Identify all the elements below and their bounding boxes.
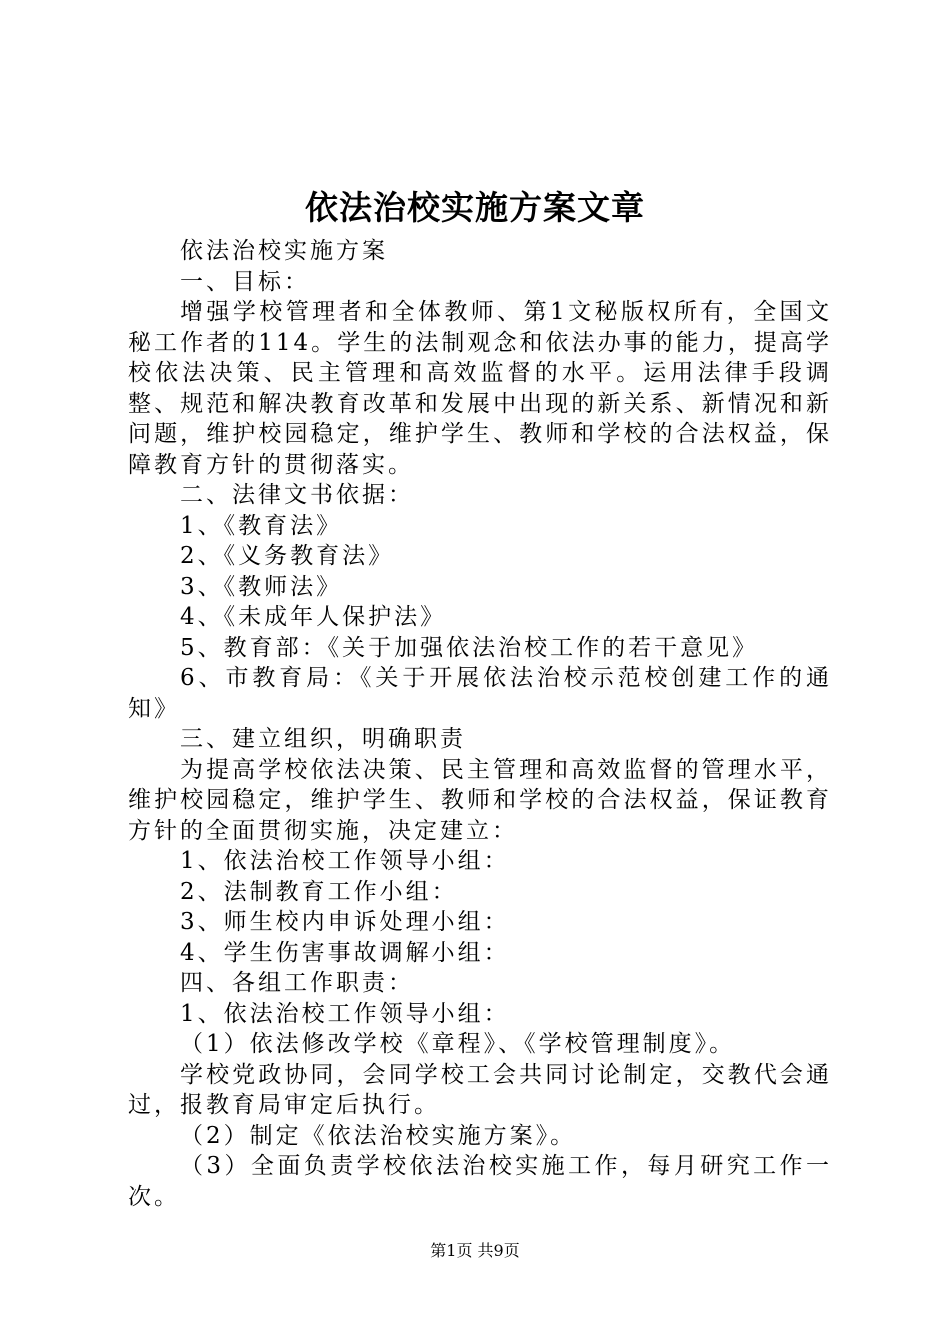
paragraph: 学校党政协同，会同学校工会共同讨论制定，交教代会通过，报教育局审定后执行。 — [128, 1061, 832, 1118]
paragraph: 3、师生校内申诉处理小组： — [180, 909, 510, 935]
paragraph: （1）依法修改学校《章程》、《学校管理制度》。 — [180, 1031, 736, 1057]
paragraph: 3、《教师法》 — [180, 573, 343, 600]
paragraph: 依法治校实施方案 — [180, 238, 388, 264]
paragraph: 4、《未成年人保护法》 — [180, 604, 447, 630]
paragraph: 三、建立组织，明确职责 — [180, 726, 466, 752]
document-title: 依法治校实施方案文章 — [305, 188, 645, 227]
paragraph: 二、法律文书依据： — [180, 482, 414, 508]
paragraph: （3）全面负责学校依法治校实施工作，每月研究工作一次。 — [128, 1153, 832, 1210]
paragraph: 1、依法治校工作领导小组： — [180, 848, 510, 874]
paragraph: 2、法制教育工作小组： — [180, 878, 458, 905]
page-footer: 第1页 共9页 — [430, 1241, 520, 1260]
paragraph: 4、学生伤害事故调解小组： — [180, 939, 510, 966]
paragraph: 6、市教育局：《关于开展依法治校示范校创建工作的通知》 — [128, 665, 832, 722]
paragraph: 2、《义务教育法》 — [180, 543, 395, 569]
document-body — [128, 236, 832, 1212]
paragraph: 一、目标： — [180, 268, 310, 295]
paragraph: 四、各组工作职责： — [180, 970, 414, 996]
paragraph: （2）制定《依法治校实施方案》。 — [180, 1122, 577, 1149]
paragraph: 5、教育部：《关于加强依法治校工作的若干意见》 — [180, 634, 759, 661]
paragraph: 增强学校管理者和全体教师、第1文秘版权所有，全国文秘工作者的114。学生的法制观念和依法办事的能力，提高学校依法决策、民主管理和高效监督的水平。运用法律手段调整、规范和解决教育改革和发展中出现的新关系、新情况和新问题，维护校园稳定，维护学生、教师和学校的合法权益，保障教育方针的贯彻落实。 — [128, 299, 832, 478]
paragraph: 1、依法治校工作领导小组： — [180, 1000, 510, 1027]
paragraph: 为提高学校依法决策、民主管理和高效监督的管理水平，维护校园稳定，维护学生、教师和学校的合法权益，保证教育方针的全面贯彻实施，决定建立： — [128, 756, 832, 844]
paragraph: 1、《教育法》 — [180, 512, 343, 539]
